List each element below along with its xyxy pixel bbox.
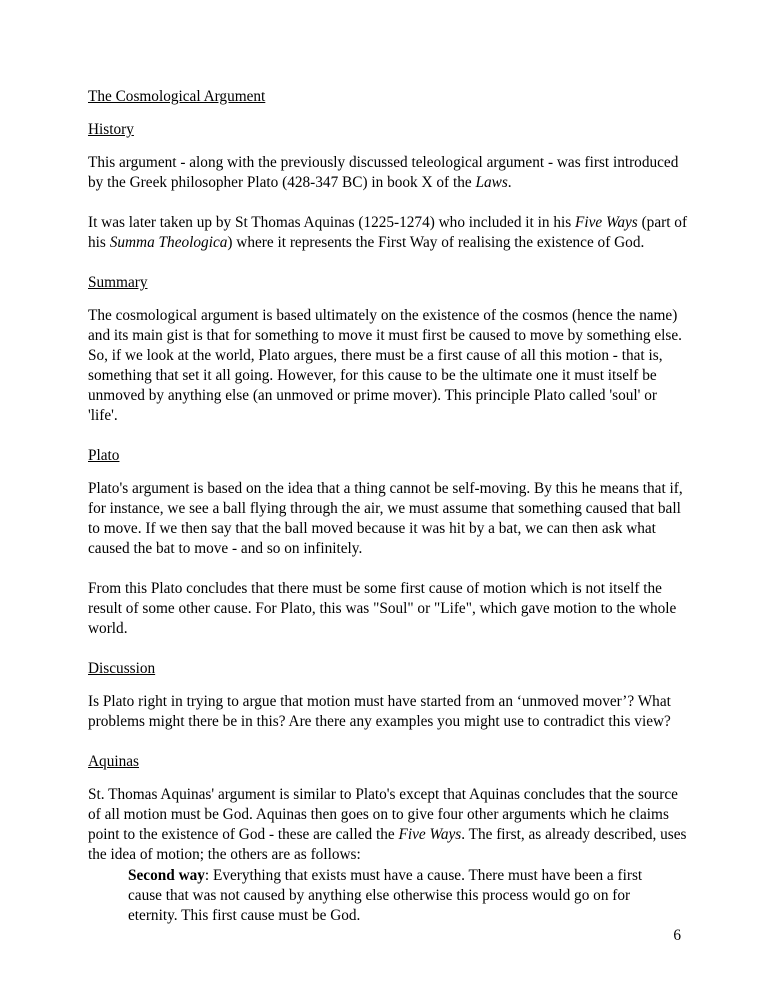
document-title: The Cosmological Argument xyxy=(88,88,266,105)
second-way-label: Second way xyxy=(128,867,205,884)
page-number: 6 xyxy=(673,927,681,944)
section-heading-plato: Plato xyxy=(88,447,120,464)
section-heading-summary: Summary xyxy=(88,274,148,291)
five-ways-title: Five Ways xyxy=(575,214,638,231)
history-p2-text: It was later taken up by St Thomas Aquinas (1225-1274) who included it in his xyxy=(88,214,576,231)
summa-theologica-title: Summa Theologica xyxy=(109,234,228,251)
second-way-block xyxy=(128,866,648,926)
second-way-text: : Everything that exists must have a cause. There must have been a first cause that was not caused by anything else otherwise this process would go on for eternity. This first cause must be God. xyxy=(128,867,643,924)
section-heading-discussion: Discussion xyxy=(88,660,156,677)
history-p2-end: ) where it represents the First Way of realising the existence of God. xyxy=(227,234,645,251)
aquinas-five-ways-title: Five Ways xyxy=(398,826,462,843)
history-paragraph-2 xyxy=(88,213,688,253)
discussion-paragraph: Is Plato right in trying to argue that motion must have started from an ‘unmoved mover’? What problems might there be in this? Are there any examples you might use to contradict this view? xyxy=(88,693,671,730)
section-heading-history: History xyxy=(88,121,134,138)
plato-paragraph-2: From this Plato concludes that there must be some first cause of motion which is not itself the result of some other cause. For Plato, this was "Soul" or "Life", which gave motion to the whole world. xyxy=(88,580,677,637)
history-p1-text: This argument - along with the previously discussed teleological argument - was first introduced by the Greek philosopher Plato (428-347 BC) in book X of the xyxy=(88,154,679,191)
page-content xyxy=(88,87,688,926)
summary-paragraph: The cosmological argument is based ultimately on the existence of the cosmos (hence the name) and its main gist is that for something to move it must first be caused to move by something else. So, if we look at the world, Plato argues, there must be a first cause of all this motion - that is, something that set it all going. However, for this cause to be the ultimate one it must itself be unmoved by anything else (an unmoved or prime mover). This principle Plato called 'soul' or 'life'. xyxy=(88,307,682,424)
aquinas-paragraph xyxy=(88,785,688,865)
aquinas-p1-end: . The first, as already described, uses the idea of motion; the others are as follows: xyxy=(88,826,687,863)
aquinas-p1-text: St. Thomas Aquinas' argument is similar to Plato's except that Aquinas concludes that the source of all motion must be God. Aquinas then goes on to give four other arguments which he claims point to the existence of God - these are called the xyxy=(88,786,678,843)
history-p2-text-2: (part of his xyxy=(88,214,688,251)
history-p1-end: . xyxy=(507,174,512,191)
plato-paragraph-1: Plato's argument is based on the idea that a thing cannot be self-moving. By this he means that if, for instance, we see a ball flying through the air, we must assume that something caused that ball to move. If we then say that the ball moved because it was hit by a bat, we can then ask what caused the bat to move - and so on infinitely. xyxy=(88,480,683,557)
history-paragraph-1 xyxy=(88,153,688,193)
section-heading-aquinas: Aquinas xyxy=(88,753,139,770)
laws-title: Laws xyxy=(475,174,508,191)
